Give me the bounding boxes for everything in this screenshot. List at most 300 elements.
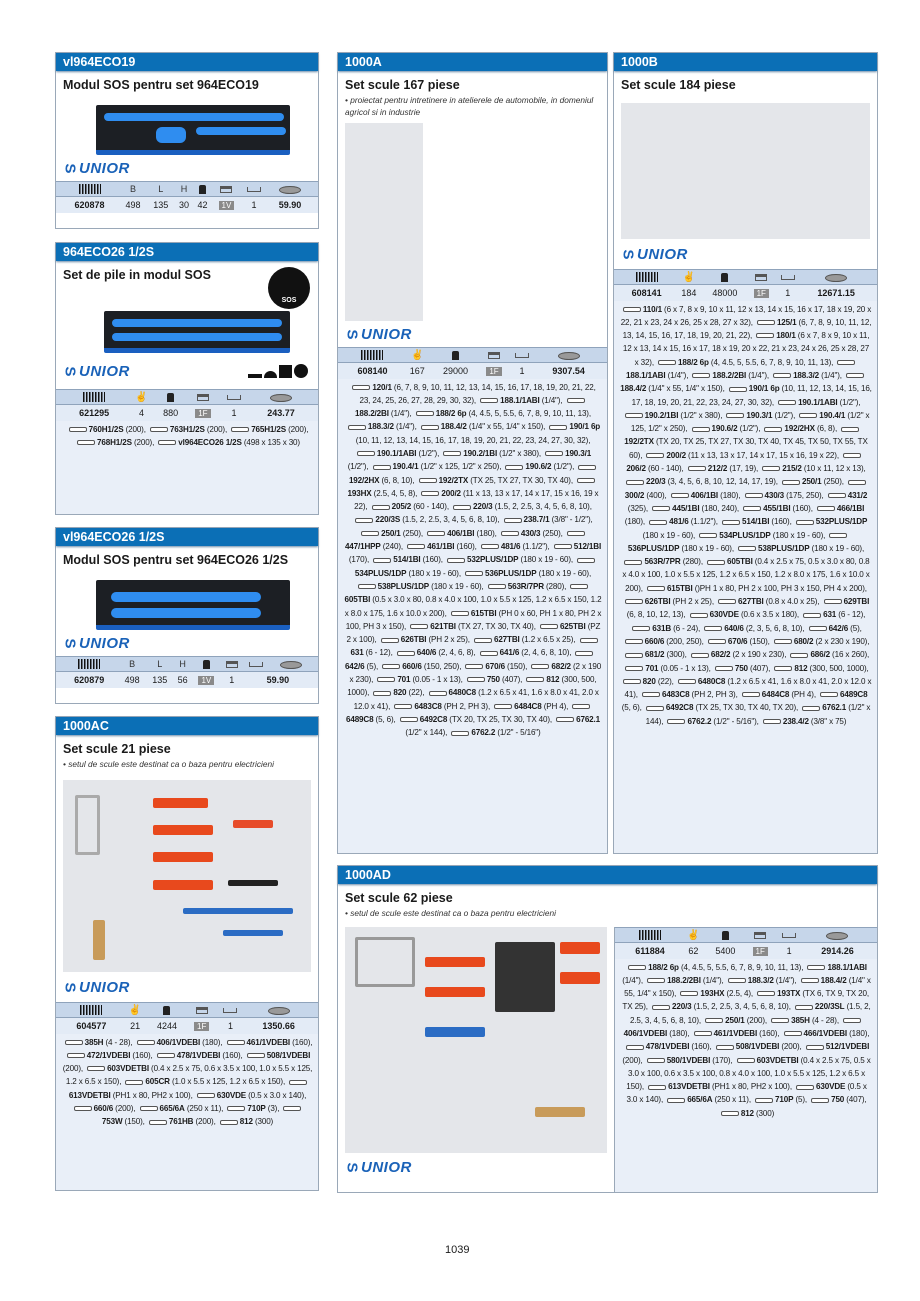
contents-item: [762, 424, 839, 433]
item-spec: (180, 240),: [699, 503, 742, 513]
spec-value: 48000: [702, 285, 747, 301]
item-code: 193TX: [777, 989, 801, 999]
tool-icon: [648, 1085, 666, 1090]
item-code: 641/6: [499, 648, 520, 658]
product-code: 1000AD: [338, 866, 877, 884]
spec-value: 880: [155, 405, 187, 421]
item-code: vl964ECO26 1/2S: [178, 437, 242, 447]
contents-item: [650, 504, 741, 513]
item-spec: (1/4"),: [819, 370, 844, 380]
item-spec: (200),: [779, 1042, 804, 1052]
contents-item: [647, 517, 720, 526]
item-code: 6483C8: [661, 690, 690, 700]
contents-item: [776, 398, 860, 407]
contents-item: [692, 1029, 782, 1038]
item-code: 430/3: [520, 528, 541, 538]
item-spec: (4, 4.5, 5, 5.5, 6, 7, 8, 9, 10, 11, 13),: [466, 409, 591, 419]
item-code: 686/2: [810, 650, 830, 660]
price: 59.90: [243, 672, 318, 688]
product-subtitle: • proiectat pentru intretinere in atelierele de automobile, in domeniul agricol si in industrie: [345, 95, 594, 117]
item-code: 6480C8: [697, 676, 726, 686]
product-subtitle: • setul de scule este destinat ca o baza pentru electricieni: [63, 759, 274, 769]
product-title: Set scule 62 piese: [345, 891, 453, 905]
item-code: 615TBI: [666, 583, 693, 593]
contents-item: [688, 610, 801, 619]
price: 59.90: [267, 197, 318, 213]
tool-icon: [796, 520, 814, 525]
item-spec: (1/2" x 125, 1/2" x 250),: [418, 462, 504, 472]
item-code: 630VDE: [216, 1090, 247, 1100]
product-title: Set de pile in modul SOS: [63, 268, 211, 282]
tool-icon: [774, 639, 792, 644]
contents-item: [371, 555, 445, 564]
tool-icon: [480, 398, 498, 403]
item-code: 682/2: [710, 650, 731, 660]
box-icon: [212, 182, 241, 197]
tool-icon: [745, 493, 763, 498]
item-spec: (300): [753, 1108, 775, 1118]
tool-icon: [220, 1120, 238, 1125]
item-code: 478/1VDEBI: [645, 1042, 690, 1052]
item-spec: (170),: [710, 1055, 735, 1065]
tool-icon: [382, 664, 400, 669]
tool-icon: [488, 584, 506, 589]
contents-item: [713, 664, 773, 673]
item-spec: (1/4" x 55, 1/4" x 150),: [466, 422, 548, 432]
spec-value: 498: [119, 197, 147, 213]
contents-item: [780, 477, 846, 486]
item-spec: (1.2 x 6.5 x 25),: [519, 635, 578, 645]
contents-item: [441, 449, 543, 458]
spec-value: 1F: [187, 405, 220, 421]
spec-value: 1: [775, 285, 800, 301]
tool-icon: [690, 613, 708, 618]
tool-icon: [474, 638, 492, 643]
tool-icon: [247, 1053, 265, 1058]
item-code: 190/1 6p: [748, 384, 780, 394]
tool-icon: [373, 558, 391, 563]
item-code: 660/6: [644, 636, 665, 646]
item-spec: (250),: [821, 477, 846, 487]
tool-icon: [157, 1053, 175, 1058]
contents-item: [626, 963, 805, 972]
item-spec: (2.5, 4, 5, 8),: [371, 488, 420, 498]
item-code: 212/2: [707, 464, 728, 474]
tool-icon: [729, 387, 747, 392]
item-spec: (1.1/2"),: [688, 517, 721, 527]
spec-value: 498: [118, 672, 146, 688]
item-spec: (1/2" x 125, 1/2" x 250),: [630, 410, 870, 434]
product-image: [345, 927, 607, 1153]
tool-icon: [381, 638, 399, 643]
tool-icon: [197, 1093, 215, 1098]
item-spec: (4 - 28),: [809, 1015, 842, 1025]
tool-icon: [699, 533, 717, 538]
item-code: 627TBI: [738, 597, 764, 607]
spec-value: 1F: [187, 1018, 217, 1034]
tool-icon: [227, 1106, 245, 1111]
item-spec: (4, 4.5, 5, 5.5, 6, 7, 8, 9, 10, 11, 13),: [708, 357, 836, 367]
tool-icon: [774, 666, 792, 671]
item-spec: (250),: [540, 528, 565, 538]
tool-icon: [692, 373, 710, 378]
item-spec: (150),: [122, 1117, 147, 1127]
tool-icon: [704, 626, 722, 631]
contents-item: [645, 976, 726, 985]
item-spec: (6 x 7, 8 x 9, 10 x 11, 12 x 13, 14 x 15, 16 x 17, 18 x 19, 20 x 22, 21 x 23, 24 x 26, 25 x 28, 27 x 32),: [620, 304, 872, 327]
item-spec: (6, 8, 10, 12, 13),: [626, 610, 688, 620]
item-spec: (180 x 19 - 60),: [642, 530, 698, 540]
item-code: 670/6: [727, 636, 748, 646]
price: 2914.26: [803, 943, 877, 959]
tool-icon: [283, 1106, 301, 1111]
item-spec: (250),: [400, 528, 426, 538]
item-code: 188.2/2BI: [355, 409, 389, 419]
tool-icon: [623, 679, 641, 684]
item-spec: (2, 4, 6, 8),: [436, 648, 478, 658]
article-number: 620878: [56, 197, 119, 213]
item-code: 110/1: [642, 304, 662, 314]
contents-item: [503, 462, 576, 471]
pack-icon: [241, 182, 267, 197]
contents-item: [65, 1051, 155, 1060]
item-code: 514/1BI: [393, 555, 421, 565]
item-spec: (0.5 x 3.0 x 80, 0.8 x 4.0 x 100, 1.0 x 5.5 x 125, 1.2 x 6.5 x 150, 1.2 x 8.0 x 175, 1.6 x 10.0 x 200),: [344, 595, 602, 618]
tool-icon: [646, 706, 664, 711]
item-spec: (PH 2 x 25),: [426, 635, 472, 645]
tool-icon: [820, 692, 838, 697]
contents-item: [147, 1117, 218, 1126]
tool-icon: [716, 1045, 734, 1050]
contents-item: [753, 1095, 809, 1104]
tool-icon: [642, 692, 660, 697]
contents-item: [772, 637, 869, 646]
contents-item: [640, 690, 740, 699]
item-code: 6762.1: [576, 714, 600, 724]
item-code: 820: [642, 676, 656, 686]
contents-item: [630, 624, 702, 633]
tool-icon: [671, 493, 689, 498]
item-spec: (200),: [113, 1103, 138, 1113]
item-spec: (200),: [123, 424, 148, 434]
item-spec: (200),: [193, 1117, 218, 1127]
item-spec: (TX 20, TX 25, TX 27, TX 30, TX 40, TX 45, TX 50, TX 55, TX 60),: [628, 437, 868, 460]
item-code: 238.7/1: [523, 515, 550, 525]
tool-icon: [465, 664, 483, 669]
contents-item: [445, 555, 575, 564]
contents-item: [414, 409, 591, 418]
item-spec: (1/2" x 380),: [678, 410, 725, 420]
item-spec: (22),: [655, 676, 676, 686]
spec-value: 1: [219, 405, 249, 421]
item-code: 120/1: [372, 382, 392, 392]
item-spec: (1.2 x 6.5 x 41, 1.6 x 8.0 x 41, 2.0 x 12.0 x 41),: [353, 688, 599, 711]
item-spec: (6 x 7, 8 x 9, 10 x 11, 12 x 13, 14 x 15, 16 x 17, 18 x 19, 20 x 22, 21 x 23, 24 x 26, 25 x 28, 27 x 32),: [622, 331, 870, 367]
item-spec: (6 - 12),: [836, 610, 866, 620]
spec-value: 21: [123, 1018, 147, 1034]
tool-icon: [451, 611, 469, 616]
item-code: 188.2/2BI: [667, 975, 701, 985]
tool-icon: [646, 453, 664, 458]
spec-table: [56, 181, 318, 213]
item-spec: (1/4"),: [700, 975, 726, 985]
product-code: 964ECO26 1/2S: [56, 243, 318, 261]
tool-icon: [708, 639, 726, 644]
item-code: 190.4/1: [392, 462, 419, 472]
contents-item: [398, 715, 554, 724]
item-code: 563R/7PR: [644, 557, 681, 567]
tool-icon: [501, 531, 519, 536]
item-code: 192/2HX: [784, 424, 815, 434]
product-subtitle: • setul de scule este destinat ca o baza pentru electricieni: [345, 908, 556, 918]
contents-item: [743, 491, 826, 500]
item-spec: (200, 250),: [664, 636, 706, 646]
spec-value: 29000: [432, 363, 480, 379]
contents-item: [463, 569, 591, 578]
tool-icon: [778, 400, 796, 405]
contents-item: [63, 1038, 135, 1047]
item-spec: (22),: [406, 688, 427, 698]
tool-icon: [394, 704, 412, 709]
product-title: Set scule 184 piese: [621, 78, 736, 92]
pack-icon: [775, 270, 800, 285]
contents-list: [338, 379, 607, 854]
contents-list: [56, 421, 318, 515]
item-code: 220/3: [672, 1002, 692, 1012]
item-code: 680/2: [793, 636, 814, 646]
item-code: 188.4/2: [440, 422, 467, 432]
item-code: 621TBI: [430, 621, 456, 631]
contents-item: [686, 464, 761, 473]
item-code: 238.4/2: [782, 716, 809, 726]
contents-item: [714, 1042, 804, 1051]
tool-icon: [554, 544, 572, 549]
price: 12671.15: [800, 285, 877, 301]
contents-item: [624, 477, 780, 486]
item-code: 190.2/1BI: [463, 448, 498, 458]
box-icon: [221, 657, 243, 672]
item-spec: (180 x 19 - 60),: [809, 543, 865, 553]
item-spec: (1/4"),: [388, 409, 414, 419]
item-code: 710P: [247, 1103, 266, 1113]
tool-icon: [802, 706, 820, 711]
item-spec: (1/4"),: [622, 975, 646, 985]
item-code: 701: [645, 663, 659, 673]
tool-icon: [355, 518, 373, 523]
item-code: 430/3: [764, 490, 785, 500]
item-code: 188.4/2: [820, 975, 847, 985]
item-code: 812: [740, 1108, 754, 1118]
item-spec: (5, 6),: [621, 703, 644, 713]
spec-value: 1V: [212, 197, 241, 213]
item-code: 406/1BI: [447, 528, 475, 538]
item-spec: (6, 7, 8, 9, 10, 11, 12, 13, 14, 15, 16, 17, 18, 19, 20, 21, 22),: [622, 317, 872, 341]
item-spec: (1/4"),: [773, 975, 799, 985]
item-spec: (6 - 12),: [363, 648, 395, 658]
price-icon: [803, 928, 877, 943]
contents-item: [809, 1095, 866, 1104]
tool-icon: [150, 427, 168, 432]
barcode-icon: [614, 270, 675, 285]
contents-item: [195, 1091, 306, 1100]
item-spec: (10, 11, 12, 13, 14, 15, 16, 17, 18, 19, 20, 21, 22, 23, 24, 27, 30, 32),: [631, 384, 872, 407]
spec-table: [614, 269, 877, 301]
tool-icon: [801, 978, 819, 983]
contents-item: [155, 1051, 245, 1060]
contents-item: [622, 557, 705, 566]
tool-icon: [784, 1031, 802, 1036]
spec-value: 1F: [747, 285, 775, 301]
item-spec: (407),: [499, 675, 525, 685]
contents-item: [417, 476, 575, 485]
item-spec: (17, 19),: [727, 464, 761, 474]
item-code: 6480C8: [448, 688, 476, 698]
tool-icon: [227, 1040, 245, 1045]
contents-item: [665, 1095, 753, 1104]
product-title: Set scule 21 piese: [63, 742, 171, 756]
product-title: Set scule 167 piese: [345, 78, 460, 92]
item-code: 534PLUS/1DP: [354, 568, 407, 578]
tool-icon: [667, 1098, 685, 1103]
contents-item: [395, 648, 478, 657]
item-spec: (180),: [474, 528, 499, 538]
contents-item: [449, 728, 540, 737]
tool-icon: [158, 440, 176, 445]
item-spec: (0.05 - 1 x 13),: [658, 663, 713, 673]
product-code: 1000B: [614, 53, 877, 71]
barcode-icon: [338, 348, 403, 363]
box-icon: [747, 270, 775, 285]
tool-icon: [505, 465, 523, 470]
contents-item: [678, 989, 755, 998]
item-spec: (1.5, 2, 2.5, 3, 4, 5, 6, 8, 10),: [492, 502, 592, 512]
tool-icon: [289, 1080, 307, 1085]
item-code: 188/2 6p: [435, 409, 467, 419]
price-icon: [267, 182, 318, 197]
contents-item: [690, 371, 771, 380]
item-code: 642/6: [828, 623, 849, 633]
item-code: 630VDE: [709, 610, 739, 620]
item-spec: (240),: [380, 542, 406, 552]
pack-icon: [217, 1003, 244, 1018]
contents-list: [56, 1034, 318, 1191]
tool-icon: [545, 451, 563, 456]
item-spec: (175, 250),: [784, 490, 826, 500]
item-spec: (PH 4),: [541, 701, 571, 711]
tool-icon: [647, 1058, 665, 1063]
item-code: 466/1BI: [836, 503, 865, 513]
product-image: [104, 311, 290, 353]
item-code: 206/2: [626, 464, 646, 474]
contents-item: [801, 610, 865, 619]
item-code: 605CR: [145, 1077, 170, 1087]
item-code: 514/1BI: [742, 517, 770, 527]
tool-icon: [465, 571, 483, 576]
item-spec: (1/2"),: [737, 424, 763, 434]
item-spec: (200),: [204, 424, 230, 434]
item-code: 820: [393, 688, 407, 698]
item-code: 481/6: [500, 542, 521, 552]
item-spec: (2, 3, 5, 6, 8, 10),: [743, 623, 807, 633]
item-code: 536PLUS/1DP: [627, 543, 680, 553]
item-code: 631: [350, 648, 364, 658]
item-spec: (160),: [420, 555, 445, 565]
contents-item: [502, 515, 593, 524]
item-code: 6762.2: [687, 716, 712, 726]
tool-icon: [743, 506, 761, 511]
item-code: 190.4/1: [819, 410, 846, 420]
item-spec: (60 - 140),: [411, 502, 452, 512]
item-code: 512/1BI: [573, 542, 602, 552]
tool-icon: [680, 991, 698, 996]
item-spec: (2 x 190 x 230),: [730, 650, 789, 660]
pieces-icon: ✌: [123, 1003, 147, 1018]
item-code: 512/1VDEBI: [825, 1042, 870, 1052]
price: 243.77: [249, 405, 318, 421]
product-image: [621, 103, 870, 239]
contents-item: [75, 438, 156, 447]
contents-item: [465, 675, 525, 684]
product-card-1000a: [337, 52, 608, 854]
contents-item: [135, 1038, 225, 1047]
item-spec: (11 x 13, 13 x 17, 14 x 17, 15 x 16, 19 x 22),: [685, 450, 842, 460]
pieces-icon: ✌: [403, 348, 432, 363]
spec-value: 1F: [479, 363, 508, 379]
spec-value: 1V: [192, 672, 221, 688]
item-code: 630VDE: [816, 1082, 846, 1092]
tool-icon: [504, 518, 522, 523]
item-code: 812: [794, 663, 808, 673]
contents-item: [419, 422, 548, 431]
spec-header: L: [146, 657, 174, 672]
item-spec: (PH 2, PH 3),: [689, 690, 740, 700]
item-spec: (PH 2, PH 3),: [441, 701, 493, 711]
tool-icon: [140, 1106, 158, 1111]
product-code: vl964ECO26 1/2S: [56, 528, 318, 546]
tool-icon: [824, 599, 842, 604]
spec-header: H: [175, 182, 194, 197]
item-spec: (170),: [348, 555, 372, 565]
item-spec: (1.5, 2, 2.5, 3, 4, 5, 6, 8, 10),: [629, 1002, 871, 1025]
item-code: 532PLUS/1DP: [466, 555, 519, 565]
contents-item: [380, 662, 463, 671]
contents-item: [706, 637, 772, 646]
contents-item: [451, 502, 592, 511]
tool-icon: [796, 1085, 814, 1090]
weight-icon: [147, 1003, 186, 1018]
contents-item: [371, 688, 426, 697]
tool-icon: [87, 1066, 105, 1071]
contents-item: [703, 1016, 769, 1025]
item-spec: (3, 4, 5, 6, 8, 10, 12, 14, 17, 19),: [665, 477, 780, 487]
item-code: 642/6: [344, 661, 365, 671]
box-icon: [187, 390, 220, 405]
item-spec: (1/4"),: [393, 422, 419, 432]
tool-icon: [580, 638, 598, 643]
tool-icon: [755, 1098, 773, 1103]
contents-item: [138, 1104, 226, 1113]
tool-icon: [231, 427, 249, 432]
spec-value: 4244: [147, 1018, 186, 1034]
tool-icon: [481, 544, 499, 549]
contents-item: [650, 1002, 793, 1011]
item-spec: (407),: [844, 1095, 867, 1105]
barcode-icon: [56, 390, 128, 405]
item-code: 613VDETBI: [668, 1082, 710, 1092]
contents-item: [623, 650, 689, 659]
item-code: 192/2HX: [348, 475, 380, 485]
article-number: 621295: [56, 405, 128, 421]
